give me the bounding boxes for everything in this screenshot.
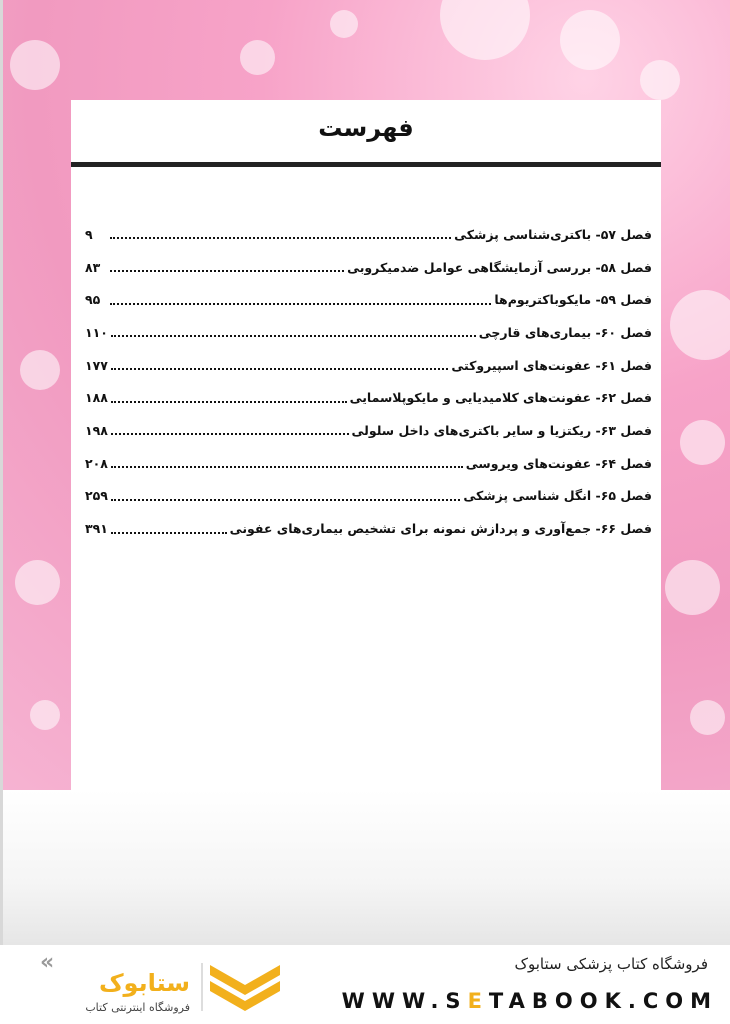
toc-entry-label: فصل ۶۵- انگل شناسی پزشکی (463, 488, 652, 504)
toc-leader (110, 237, 451, 239)
toc-entry[interactable] (85, 480, 652, 513)
toc-leader (111, 368, 448, 370)
site-url[interactable] (342, 989, 718, 1013)
toc-leader (111, 433, 349, 435)
toc-card (71, 100, 661, 790)
site-url-pre: WWW.S (341, 989, 468, 1013)
toc-leader (111, 466, 463, 468)
toc-entry-label: فصل ۶۳- ریکتزیا و سایر باکتری‌های داخل سلولی (351, 422, 652, 438)
footer (0, 945, 730, 1024)
toc-leader (110, 270, 344, 272)
toc-entry-page: ۱۸۸ (85, 390, 108, 406)
toc-entry[interactable] (85, 316, 652, 349)
toc-entry-label: فصل ۶۴- عفونت‌های ویروسی (465, 455, 652, 471)
toc-entry[interactable] (85, 414, 652, 447)
toc-entry[interactable] (85, 381, 652, 414)
toc-list (85, 218, 652, 545)
logo-main-text: ستابوک (98, 969, 190, 997)
toc-entry-label: فصل ۵۸- بررسی آزمایشگاهی عوامل ضدمیکروبی (347, 259, 652, 275)
toc-leader (111, 532, 227, 534)
toc-entry-label: فصل ۵۷- باکتری‌شناسی پزشکی (454, 226, 652, 242)
toc-entry-label: فصل ۶۱- عفونت‌های اسپیروکتی (451, 357, 652, 373)
toc-entry[interactable] (85, 349, 652, 382)
toc-leader (110, 303, 491, 305)
logo-chevrons-icon: « (40, 957, 55, 975)
logo-sub-text: فروشگاه اینترنتی کتاب (85, 1001, 190, 1014)
toc-entry-page: ۹ (85, 226, 93, 242)
logo-mark-icon (210, 965, 280, 1011)
toc-entry-label: فصل ۵۹- مایکوباکتریوم‌ها (494, 292, 652, 308)
page-edge (0, 0, 3, 945)
page-title: فهرست (318, 114, 414, 142)
toc-entry[interactable] (85, 512, 652, 545)
toc-leader (111, 499, 460, 501)
toc-entry-page: ۸۳ (85, 259, 101, 275)
toc-entry-page: ۹۵ (85, 292, 101, 308)
toc-entry-page: ۲۰۸ (85, 455, 108, 471)
toc-entry-label: فصل ۶۶- جمع‌آوری و پردازش نمونه برای تشخیص بیماری‌های عفونی (229, 521, 652, 537)
toc-entry[interactable] (85, 251, 652, 284)
toc-leader (111, 401, 347, 403)
toc-entry-page: ۲۵۹ (85, 488, 108, 504)
toc-entry[interactable] (85, 283, 652, 316)
shop-name: فروشگاه کتاب پزشکی ستابوک (514, 955, 708, 973)
title-divider (71, 162, 661, 167)
toc-entry-page: ۱۹۸ (85, 422, 108, 438)
setabook-logo[interactable] (40, 957, 280, 1017)
site-url-highlight: E (467, 989, 489, 1013)
site-url-post: TABOOK.COM (488, 989, 718, 1013)
toc-entry[interactable] (85, 218, 652, 251)
toc-entry-page: ۳۹۱ (85, 521, 108, 537)
toc-entry[interactable] (85, 447, 652, 480)
toc-entry-page: ۱۷۷ (85, 357, 108, 373)
toc-entry-label: فصل ۶۰- بیماری‌های قارچی (478, 324, 652, 340)
page-fade (0, 790, 730, 945)
toc-entry-page: ۱۱۰ (85, 324, 108, 340)
toc-leader (111, 335, 476, 337)
toc-entry-label: فصل ۶۲- عفونت‌های کلامیدیایی و مایکوپلاسمایی (349, 390, 652, 406)
